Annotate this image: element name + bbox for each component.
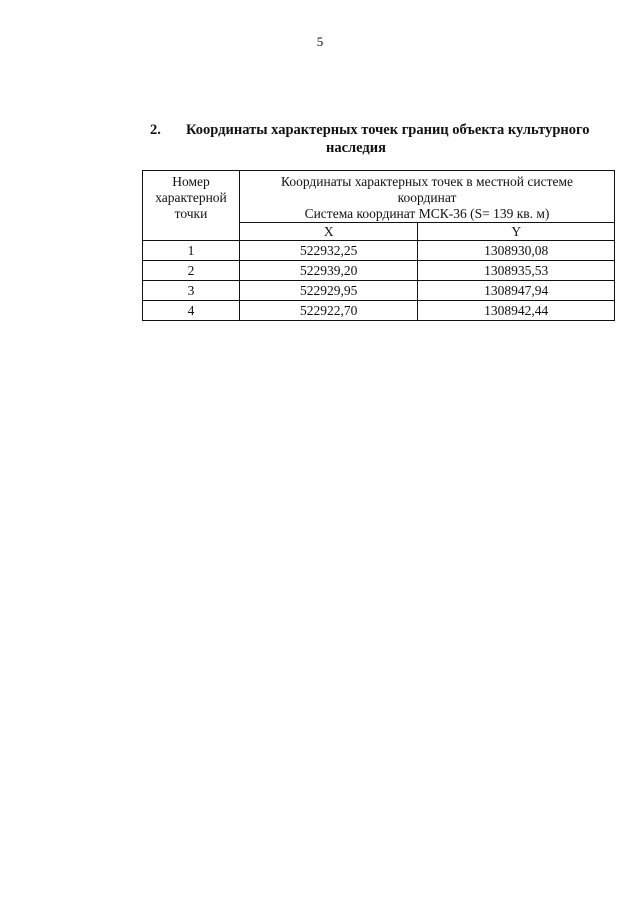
coordinates-table — [142, 170, 615, 321]
section-number: 2. — [150, 122, 161, 138]
header-point-line-3: точки — [174, 206, 208, 221]
header-coords-line-3: Система координат МСК-36 (S= 139 кв. м) — [304, 206, 550, 221]
y-cell: 1308930,08 — [418, 241, 615, 261]
table-row — [143, 241, 615, 261]
table-row — [143, 281, 615, 301]
header-coords-line-1: Координаты характерных точек в местной системе — [280, 174, 574, 189]
table-row — [143, 261, 615, 281]
table-row — [143, 301, 615, 321]
section-title-line-1: Координаты характерных точек границ объекта культурного — [186, 122, 590, 138]
y-cell: 1308942,44 — [418, 301, 615, 321]
x-cell: 522922,70 — [240, 301, 418, 321]
point-number-cell: 3 — [143, 281, 240, 301]
header-point-line-1: Номер — [172, 174, 210, 189]
header-coordinates — [240, 171, 615, 223]
x-cell: 522929,95 — [240, 281, 418, 301]
y-cell: 1308947,94 — [418, 281, 615, 301]
page-number: 5 — [316, 34, 324, 49]
point-number-cell: 2 — [143, 261, 240, 281]
header-point-line-2: характерной — [155, 190, 227, 205]
x-cell: 522939,20 — [240, 261, 418, 281]
y-cell: 1308935,53 — [418, 261, 615, 281]
header-y: Y — [418, 223, 615, 241]
header-coords-line-2: координат — [397, 190, 457, 205]
point-number-cell: 4 — [143, 301, 240, 321]
x-cell: 522932,25 — [240, 241, 418, 261]
header-point-number — [143, 171, 240, 241]
header-x: X — [240, 223, 418, 241]
section-title-line-2: наследия — [326, 140, 386, 156]
point-number-cell: 1 — [143, 241, 240, 261]
